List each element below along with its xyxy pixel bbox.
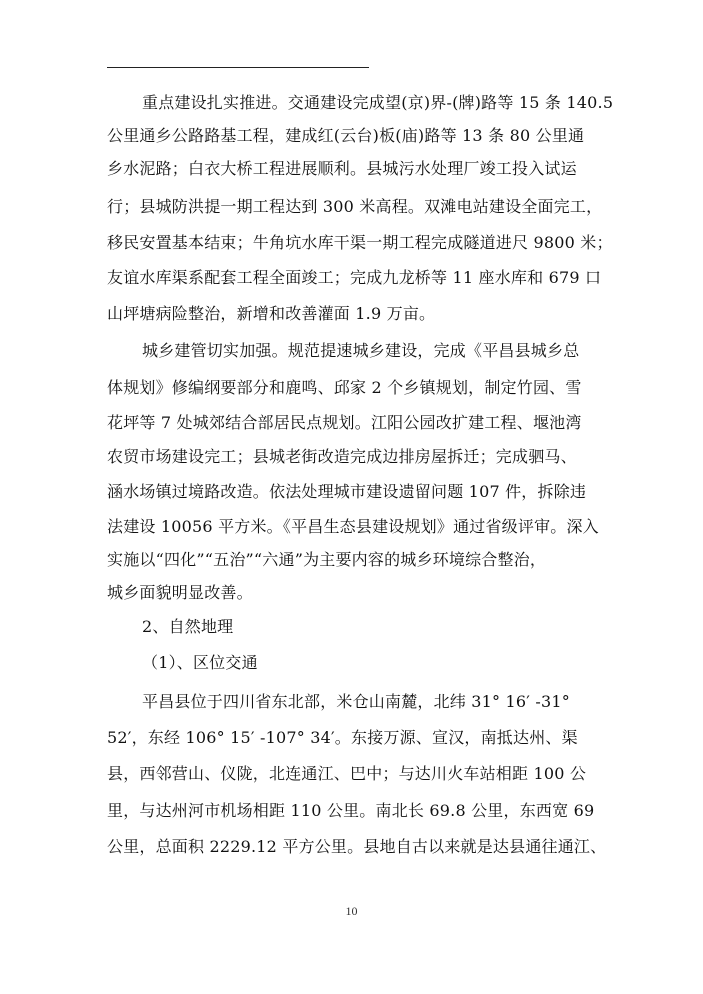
subsection-heading-location-transport: （1）、区位交通: [142, 653, 258, 672]
section-heading-natural-geography: 2、自然地理: [142, 617, 234, 636]
text-line-11: 农贸市场建设完工；县城老街改造完成边排房屋拆迁；完成驷马、: [107, 447, 577, 466]
text-line-9: 体规划》修编纲要部分和鹿鸣、邱家 2 个乡镇规划，制定竹园、雪: [107, 378, 582, 397]
text-line-2: 公里通乡公路路基工程，建成红(云台)板(庙)路等 13 条 80 公里通: [107, 126, 585, 145]
text-line-8: 城乡建管切实加强。规范提速城乡建设，完成《平昌县城乡总: [142, 341, 580, 360]
text-line-20: 县，西邻营山、仪陇，北连通江、巴中；与达川火车站相距 100 公: [107, 764, 587, 783]
text-line-13: 法建设 10056 平方米。《平昌生态县建设规划》通过省级评审。深入: [107, 517, 599, 536]
page-number: 10: [345, 904, 358, 918]
text-line-7: 山坪塘病险整治，新增和改善灌面 1.9 万亩。: [107, 304, 436, 323]
text-line-15: 城乡面貌明显改善。: [107, 583, 253, 602]
text-line-10: 花坪等 7 处城郊结合部居民点规划。江阳公园改扩建工程、堰池湾: [107, 413, 582, 432]
text-line-14: 实施以“四化”“五治”“六通”为主要内容的城乡环境综合整治，: [107, 550, 547, 569]
text-line-4: 行；县城防洪提一期工程达到 300 米高程。双滩电站建设全面完工，: [107, 197, 603, 216]
text-line-5: 移民安置基本结束；牛角坑水库干渠一期工程完成隧道进尺 9800 米；: [107, 233, 613, 252]
text-line-6: 友谊水库渠系配套工程全面竣工；完成九龙桥等 11 座水库和 679 口: [107, 268, 602, 287]
text-line-1: 重点建设扎实推进。交通建设完成望(京)界-(牌)路等 15 条 140.5: [142, 93, 614, 112]
text-line-22: 公里，总面积 2229.12 平方公里。县地自古以来就是达县通往通江、: [107, 837, 607, 856]
header-rule: [107, 67, 369, 68]
text-line-18: 平昌县位于四川省东北部，米仓山南麓，北纬 31° 16′ -31°: [142, 692, 570, 711]
text-line-19: 52′，东经 106° 15′ -107° 34′。东接万源、宣汉，南抵达州、渠: [107, 728, 578, 747]
text-line-3: 乡水泥路；白衣大桥工程进展顺利。县城污水处理厂竣工投入试运: [107, 159, 577, 178]
text-line-12: 涵水场镇过境路改造。依法处理城市建设遗留问题 107 件，拆除违: [107, 482, 587, 501]
text-line-21: 里，与达州河市机场相距 110 公里。南北长 69.8 公里，东西宽 69: [107, 801, 595, 820]
